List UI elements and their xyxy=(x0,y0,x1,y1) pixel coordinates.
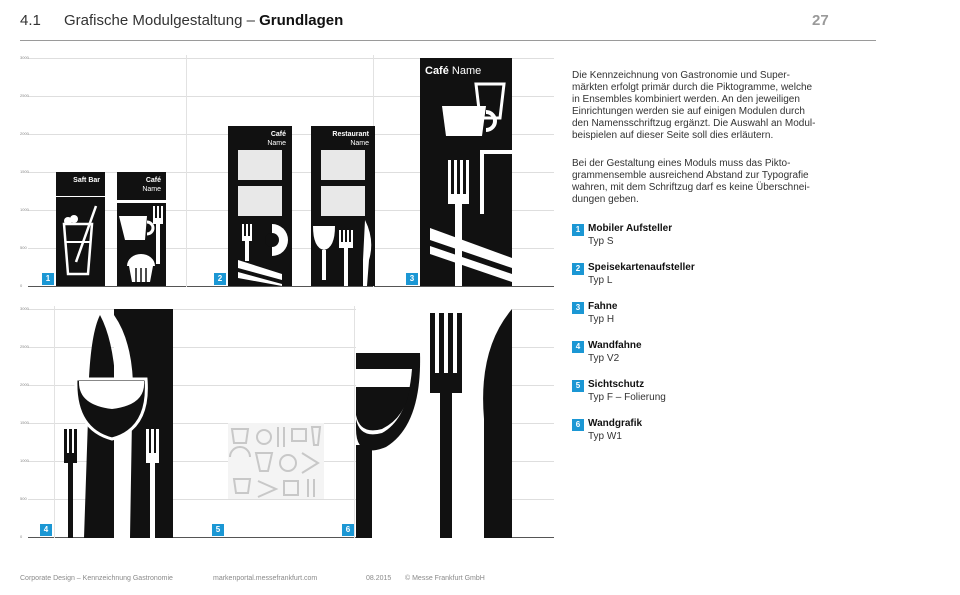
page-title xyxy=(64,12,343,29)
list-item xyxy=(572,222,840,261)
list-item-title: Fahne xyxy=(588,301,618,312)
group-separator xyxy=(186,55,187,287)
module-saft-bar xyxy=(56,172,105,286)
list-badge: 5 xyxy=(572,380,584,392)
module-label xyxy=(142,176,161,194)
glass-straw-icon xyxy=(56,202,105,286)
menu-placeholder xyxy=(321,186,365,216)
module-label-line: Name xyxy=(350,140,369,147)
list-badge: 4 xyxy=(572,341,584,353)
module-label-line: Restaurant xyxy=(332,131,369,138)
list-item-title: Mobiler Aufsteller xyxy=(588,223,673,234)
list-item-title: Sichtschutz xyxy=(588,379,645,390)
wandfahne-graphic xyxy=(58,309,173,538)
page-title-prefix: Grafische Modulgestaltung – xyxy=(64,12,260,29)
module-wandgrafik xyxy=(356,309,512,538)
cup-fork-cake-icon xyxy=(420,78,512,286)
bottom-panel xyxy=(20,306,554,539)
list-badge: 1 xyxy=(572,224,584,236)
list-item-title: Wandgrafik xyxy=(588,418,643,429)
divider xyxy=(56,196,105,197)
list-item-type: Typ H xyxy=(588,314,615,325)
glass-fork-knife-icon xyxy=(311,220,375,286)
list-item-type: Typ W1 xyxy=(588,431,622,442)
module-label-line: Café xyxy=(270,131,286,138)
module-label-line: Name xyxy=(451,65,482,77)
scale-label: 3000 xyxy=(20,55,29,60)
list-item-type: Typ L xyxy=(588,275,613,286)
sichtschutz-pattern xyxy=(228,423,324,499)
list-item-title: Speisekartenaufsteller xyxy=(588,262,695,273)
module-speisekarte-restaurant xyxy=(311,126,375,286)
top-panel xyxy=(20,55,554,288)
scale-label: 500 xyxy=(20,496,27,501)
badge-2: 2 xyxy=(214,273,226,285)
module-label: Saft Bar xyxy=(73,177,100,184)
list-badge: 3 xyxy=(572,302,584,314)
list-item-type: Typ V2 xyxy=(588,353,620,364)
module-label xyxy=(425,65,481,78)
page-number: 27 xyxy=(812,12,829,29)
module-label xyxy=(332,130,369,148)
description-paragraph-2: Bei der Gestaltung eines Moduls muss das Pikto- grammensemble ausreichend Abstand zur Typografie wahren, mit dem Schriftzug darf es keine Überschnei- dungen geben. xyxy=(572,158,810,205)
scale-label: 2000 xyxy=(20,382,29,387)
list-badge: 2 xyxy=(572,263,584,275)
module-speisekarte-cafe xyxy=(228,126,292,286)
footer-date: 08.2015 xyxy=(366,575,392,582)
footer-url[interactable]: markenportal.messefrankfurt.com xyxy=(213,575,318,582)
module-fahne xyxy=(420,58,512,286)
footer-copyright: © Messe Frankfurt GmbH xyxy=(405,575,485,582)
scale-label: 3000 xyxy=(20,306,29,311)
list-item xyxy=(572,300,840,339)
scale-label: 500 xyxy=(20,245,27,250)
scale-label: 0 xyxy=(20,283,23,288)
axis-line xyxy=(28,286,554,287)
menu-placeholder xyxy=(238,150,282,180)
description-paragraph-1: Die Kennzeichnung von Gastronomie und Super- märkten erfolgt primär durch die Piktogramme, welche in Ensembles kombiniert werden. An den jeweiligen Einrichtungen werden sie auf einigen Modulen durch den Namensschriftzug ergänzt. Die Auswahl an Modul- beispielen auf dieser Seite soll dies erläutern. xyxy=(572,70,816,141)
module-label xyxy=(267,130,286,148)
scale-label: 1000 xyxy=(20,207,29,212)
group-separator xyxy=(354,306,355,538)
scale-label: 0 xyxy=(20,534,23,539)
scale-label: 2500 xyxy=(20,93,29,98)
module-label-line: Café xyxy=(425,65,449,77)
section-number: 4.1 xyxy=(20,12,41,29)
scale-label: 2000 xyxy=(20,131,29,136)
cup-fork-cupcake-icon xyxy=(117,196,166,286)
badge-4: 4 xyxy=(40,524,52,536)
badge-6: 6 xyxy=(342,524,354,536)
list-item-type: Typ F – Folierung xyxy=(588,392,666,403)
list-badge: 6 xyxy=(572,419,584,431)
badge-1: 1 xyxy=(42,273,54,285)
module-label-line: Name xyxy=(142,186,161,193)
badge-3: 3 xyxy=(406,273,418,285)
badge-5: 5 xyxy=(212,524,224,536)
scale-label: 1500 xyxy=(20,169,29,174)
list-item xyxy=(572,261,840,300)
list-item xyxy=(572,378,840,417)
fork-cup-cake-icon xyxy=(228,220,292,286)
footer-doc-title: Corporate Design – Kennzeichnung Gastronomie xyxy=(20,575,173,582)
list-item-title: Wandfahne xyxy=(588,340,642,351)
module-cafe-aufsteller xyxy=(117,172,166,286)
menu-placeholder xyxy=(321,150,365,180)
glass-fork-knife-large-icon xyxy=(356,309,512,538)
list-item xyxy=(572,339,840,378)
list-item-type: Typ S xyxy=(588,236,614,247)
scale-label: 2500 xyxy=(20,344,29,349)
module-label-line: Café xyxy=(145,177,161,184)
scale-label: 1500 xyxy=(20,420,29,425)
scale-label: 1000 xyxy=(20,458,29,463)
list-item xyxy=(572,417,840,456)
header-rule xyxy=(20,40,876,41)
menu-placeholder xyxy=(238,186,282,216)
module-list xyxy=(572,222,840,456)
module-label-line: Name xyxy=(267,140,286,147)
group-separator xyxy=(54,306,55,538)
page-title-bold: Grundlagen xyxy=(259,12,344,29)
